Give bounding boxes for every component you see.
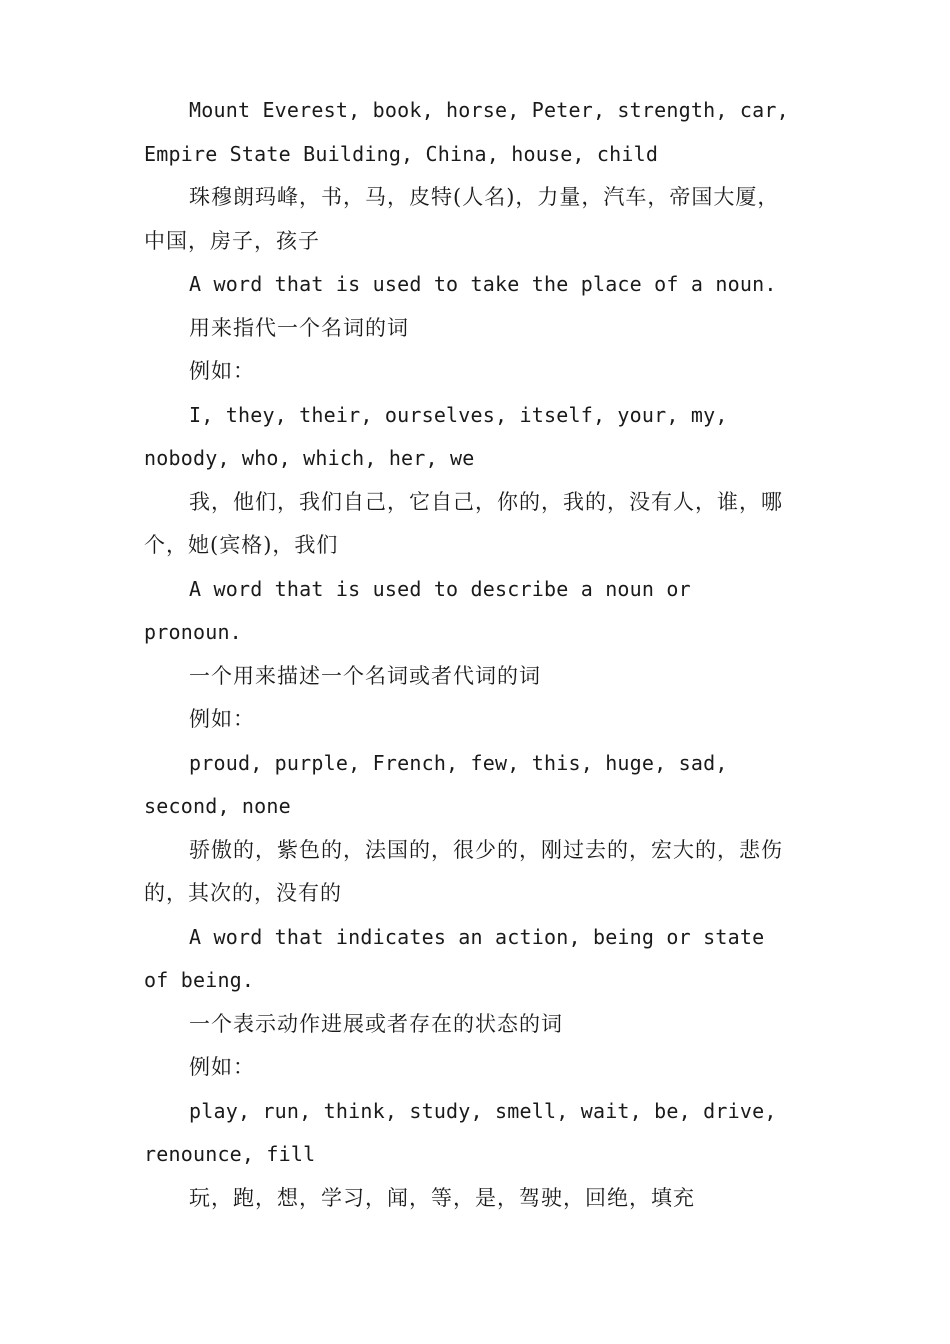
paragraph-verb-examples: play, run, think, study, smell, wait, be, drive, renounce, fill	[144, 1098, 777, 1166]
paragraph-adjective-definition: A word that is used to describe a noun or pronoun.	[144, 576, 691, 644]
paragraph-pronoun-definition-translation: 用来指代一个名词的词	[189, 315, 409, 340]
paragraph-verb-definition: A word that indicates an action, being or state of being.	[144, 924, 765, 992]
paragraph-verb-examples-translation: 玩，跑，想，学习，闻，等，是，驾驶，回绝，填充	[189, 1185, 695, 1210]
paragraph-pronoun-examples-translation: 我，他们，我们自己，它自己，你的，我的，没有人，谁，哪个，她(宾格)，我们	[144, 489, 783, 557]
paragraph-verb-definition-translation: 一个表示动作进展或者存在的状态的词	[189, 1011, 563, 1036]
paragraph-example-label: 例如：	[189, 359, 255, 383]
paragraph-pronoun-examples: I, they, their, ourselves, itself, your, my, nobody, who, which, her, we	[144, 402, 728, 470]
paragraph-noun-examples: Mount Everest, book, horse, Peter, strength, car, Empire State Building, China, house, child	[144, 98, 789, 166]
paragraph-adjective-examples: proud, purple, French, few, this, huge, sad, second, none	[144, 750, 728, 818]
paragraph-pronoun-definition: A word that is used to take the place of a noun.	[189, 272, 777, 296]
paragraph-example-label: 例如：	[189, 707, 255, 731]
paragraph-noun-examples-translation: 珠穆朗玛峰，书，马，皮特(人名)，力量，汽车，帝国大厦，中国，房子，孩子	[144, 185, 780, 253]
paragraph-adjective-examples-translation: 骄傲的，紫色的，法国的，很少的，刚过去的，宏大的，悲伤的，其次的，没有的	[144, 837, 783, 905]
paragraph-example-label: 例如：	[189, 1055, 255, 1079]
paragraph-adjective-definition-translation: 一个用来描述一个名词或者代词的词	[189, 663, 541, 688]
document-body	[144, 89, 800, 1220]
